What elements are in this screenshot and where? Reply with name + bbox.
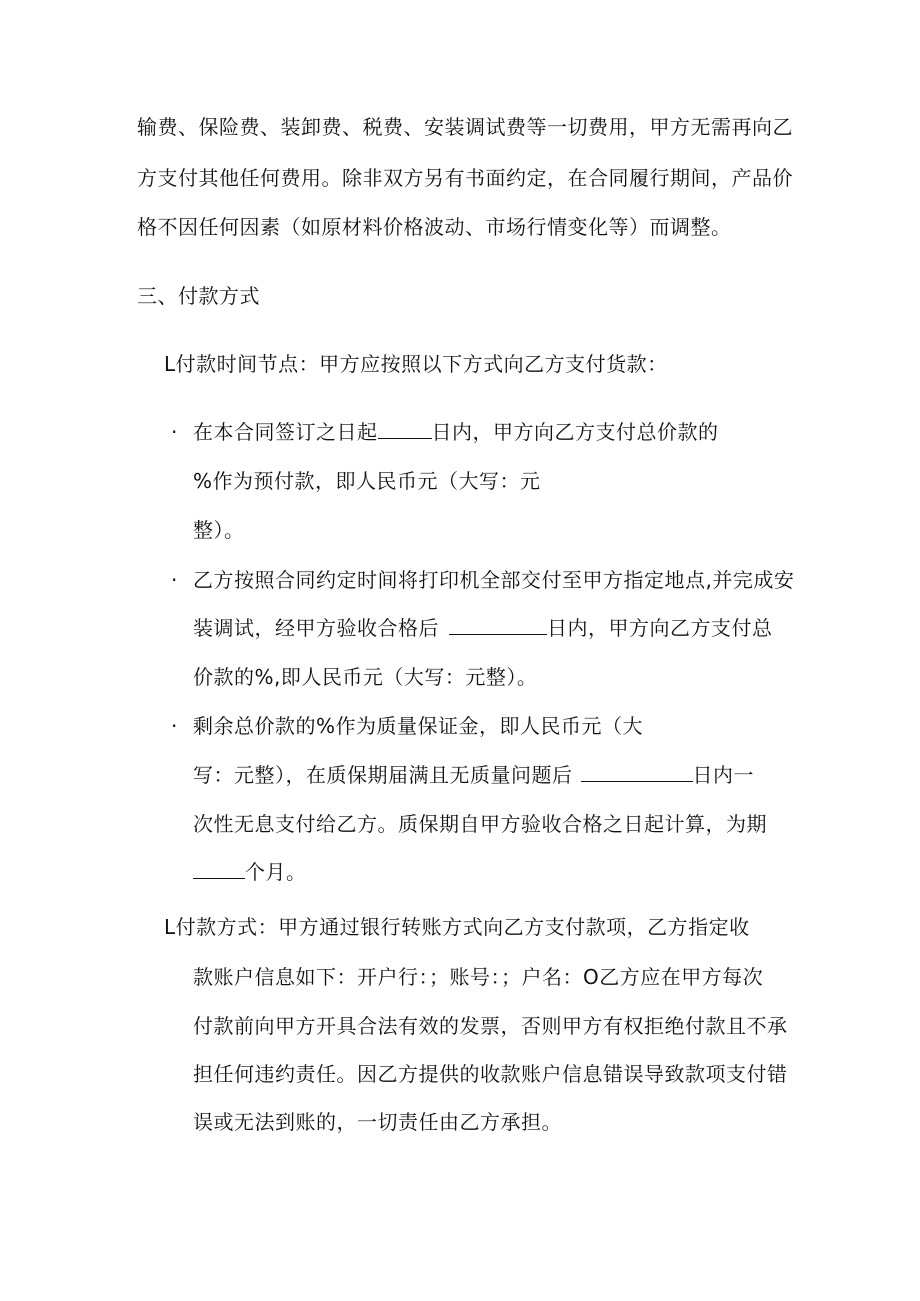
- section-title: 三、付款方式: [137, 284, 260, 308]
- bullet-2-line-1: 乙方按照合同约定时间将打印机全部交付至甲方指定地点,并完成安: [193, 568, 795, 592]
- bullet-1-text-a: 在本合同签订之日起: [193, 420, 378, 444]
- clause-2-line-5: 误或无法到账的，一切责任由乙方承担。: [193, 1110, 562, 1134]
- bullet-3-line-3: 次性无息支付给乙方。质保期自甲方验收合格之日起计算，为期: [193, 812, 767, 836]
- bullet-2-text-b: 日内，甲方向乙方支付总: [547, 616, 773, 640]
- bullet-dot: ·: [171, 568, 178, 592]
- bullet-dot: ·: [171, 420, 178, 444]
- clause-2-line-4: 担任何违约责任。因乙方提供的收款账户信息错误导致款项支付错: [193, 1062, 788, 1086]
- bullet-3-line-2: [193, 761, 754, 789]
- bullet-3-text-b: 日内一: [692, 763, 754, 787]
- bullet-1-line-2: %作为预付款，即人民币元（大写：元: [193, 469, 541, 493]
- intro-line-1: 输费、保险费、装卸费、税费、安装调试费等一切费用，甲方无需再向乙: [137, 115, 793, 139]
- bullet-1-line-3: 整）。: [193, 518, 245, 542]
- bullet-2-line-2: [193, 614, 773, 642]
- fill-blank-months[interactable]: [193, 860, 245, 879]
- bullet-1-line-1: [193, 418, 719, 446]
- bullet-3-line-1: 剩余总价款的%作为质量保证金，即人民币元（大: [193, 714, 644, 738]
- bullet-3-text-a: 写：元整），在质保期届满且无质量问题后: [193, 763, 573, 787]
- bullet-2-text-a: 装调试，经甲方验收合格后: [193, 616, 439, 640]
- intro-line-2: 方支付其他任何费用。除非双方另有书面约定，在合同履行期间，产品价: [137, 166, 793, 190]
- fill-blank-days[interactable]: [581, 763, 693, 782]
- bullet-dot: ·: [171, 714, 178, 738]
- bullet-2-line-3: 价款的%,即人民币元（大写：元整）。: [193, 665, 538, 689]
- bullet-3-text-months: 个月。: [245, 860, 307, 884]
- clause-2-line-2: 款账户信息如下：开户行：；账号：；户名：O乙方应在甲方每次: [193, 965, 764, 989]
- fill-blank-days[interactable]: [449, 616, 547, 635]
- bullet-3-line-4: [193, 858, 307, 886]
- intro-line-3: 格不因任何因素（如原材料价格波动、市场行情变化等）而调整。: [137, 215, 732, 239]
- clause-2-line-1: L付款方式：甲方通过银行转账方式向乙方支付款项，乙方指定收: [164, 915, 750, 939]
- fill-blank-days[interactable]: [378, 420, 432, 439]
- clause-2-line-3: 付款前向甲方开具合法有效的发票，否则甲方有权拒绝付款且不承: [193, 1014, 788, 1038]
- clause-1-heading: L付款时间节点：甲方应按照以下方式向乙方支付货款：: [164, 352, 668, 376]
- bullet-1-text-b: 日内，甲方向乙方支付总价款的: [431, 420, 719, 444]
